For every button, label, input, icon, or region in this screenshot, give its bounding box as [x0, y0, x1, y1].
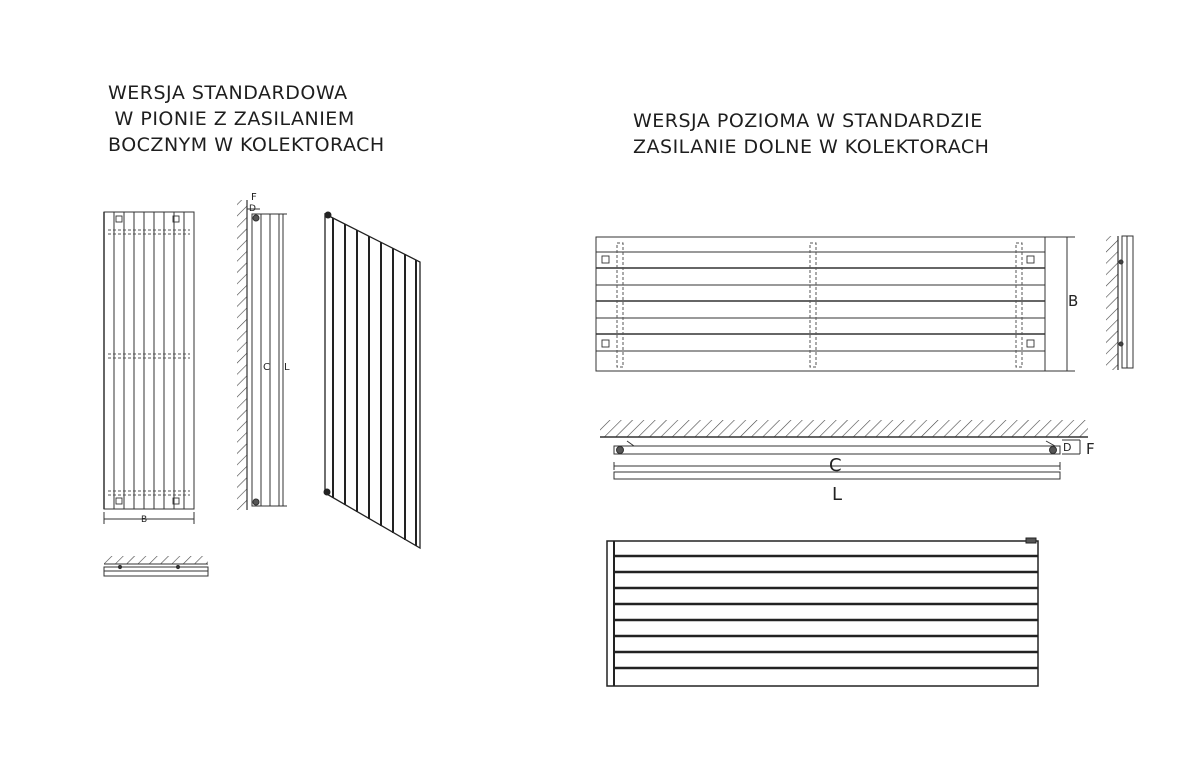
vertical-collector-dashed-lines: [108, 230, 190, 495]
dimension-b-bottom: [104, 512, 194, 524]
vertical-top-view: [104, 556, 208, 576]
vertical-radiator-outline: [104, 212, 194, 509]
dimension-label-l-horizontal: L: [832, 484, 843, 505]
vertical-valve-symbols: [116, 216, 179, 504]
horizontal-side-view: [1106, 236, 1133, 370]
title-horizontal-version: WERSJA POZIOMA W STANDARDZIE ZASILANIE DOLNE W KOLEKTORACH: [633, 110, 990, 158]
dimension-label-f-horizontal: F: [1086, 440, 1095, 458]
dimension-label-d-vertical: D: [249, 204, 256, 214]
wall-hatch-horizontal-top: [600, 420, 1088, 437]
dimension-label-c-horizontal: C: [829, 455, 842, 476]
horizontal-collector-dashed-lines: [617, 243, 1022, 367]
dimension-label-d-horizontal: D: [1063, 441, 1072, 454]
horizontal-front-view: [596, 237, 1075, 371]
dimension-label-l-vertical: L: [284, 362, 290, 373]
vertical-perspective-view: [324, 212, 420, 548]
dimension-label-b-vertical: B: [141, 515, 148, 525]
vertical-side-view: [237, 200, 287, 510]
dimension-label-f-vertical: F: [251, 192, 257, 203]
horizontal-top-view: [600, 420, 1088, 479]
horizontal-panel-lines: [596, 252, 1045, 351]
title-vertical-version: WERSJA STANDARDOWA W PIONIE Z ZASILANIEM BOCZNYM W KOLEKTORACH: [108, 82, 385, 156]
wall-hatch-horizontal-side: [1106, 236, 1118, 370]
wall-hatch-vertical: [237, 200, 247, 510]
dimension-label-b-horizontal: B: [1068, 292, 1079, 310]
horizontal-perspective-view: [607, 538, 1038, 686]
dimension-label-c-vertical: C: [263, 362, 270, 373]
vertical-panel-lines: [114, 212, 184, 509]
vertical-front-view: [104, 212, 194, 524]
